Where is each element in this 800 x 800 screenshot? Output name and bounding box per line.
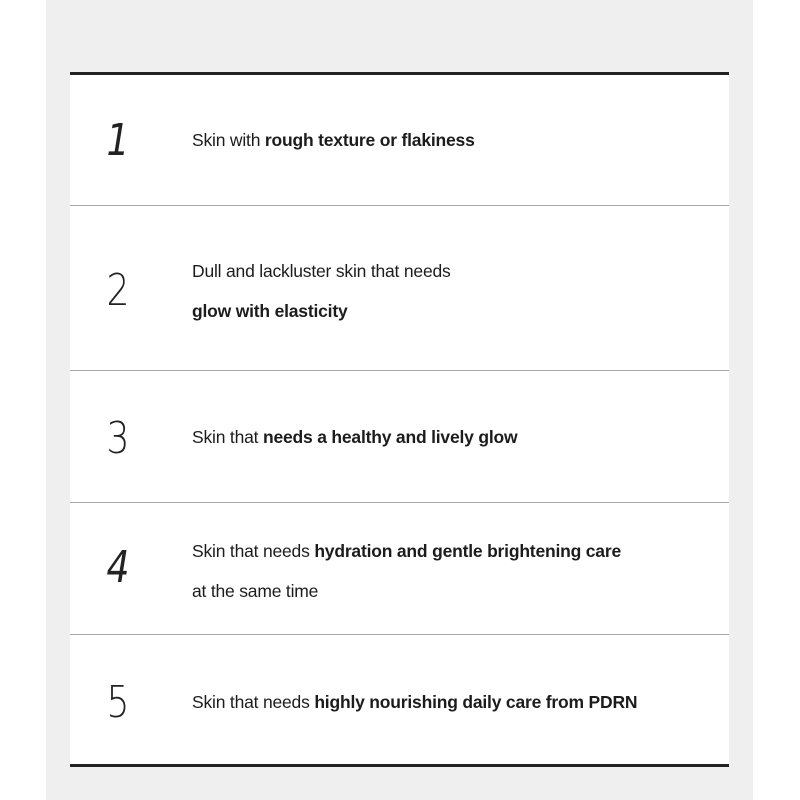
item-text-bold: highly nourishing daily care from PDRN bbox=[314, 692, 638, 712]
list-item bbox=[70, 75, 729, 206]
item-text bbox=[192, 251, 705, 331]
item-line bbox=[192, 687, 705, 717]
item-text-bold: hydration and gentle brightening care bbox=[314, 541, 621, 561]
item-text bbox=[192, 531, 705, 611]
item-text-regular: Skin that needs bbox=[192, 692, 315, 712]
list-item bbox=[70, 635, 729, 767]
item-line bbox=[192, 531, 705, 571]
item-text bbox=[192, 125, 705, 155]
item-text-regular: Skin that needs bbox=[192, 541, 315, 561]
item-number: 3 bbox=[106, 413, 130, 464]
item-line bbox=[192, 125, 705, 155]
item-line-bold: glow with elasticity bbox=[192, 301, 348, 321]
item-number: 5 bbox=[106, 677, 130, 728]
item-text bbox=[192, 687, 705, 717]
item-line bbox=[192, 422, 705, 452]
list-item bbox=[70, 371, 729, 503]
item-line: Dull and lackluster skin that needs bbox=[192, 261, 451, 281]
list-item bbox=[70, 503, 729, 635]
item-text-regular: Skin with bbox=[192, 130, 265, 150]
item-text-bold: needs a healthy and lively glow bbox=[262, 427, 518, 447]
item-number: 2 bbox=[106, 265, 130, 316]
item-number: 4 bbox=[106, 542, 130, 593]
item-line: at the same time bbox=[192, 581, 319, 601]
list-item bbox=[70, 206, 729, 371]
item-text-regular: Skin that bbox=[192, 427, 263, 447]
item-text bbox=[192, 422, 705, 452]
skin-concern-list bbox=[70, 72, 729, 767]
item-text-bold: rough texture or flakiness bbox=[264, 130, 475, 150]
item-number: 1 bbox=[106, 115, 130, 166]
